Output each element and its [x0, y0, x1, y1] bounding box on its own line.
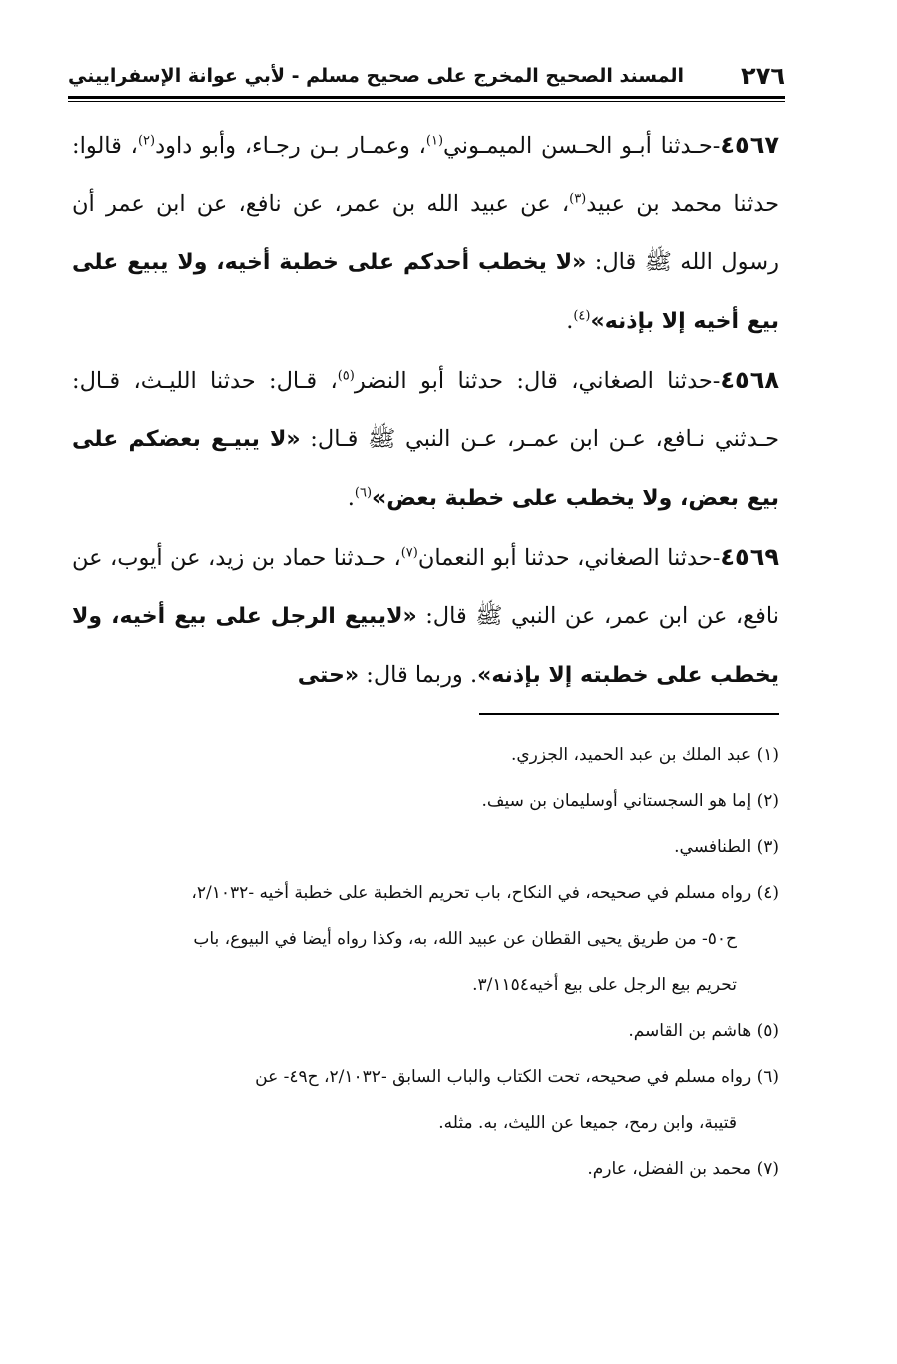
footnote-ref: (٧): [400, 545, 418, 561]
footnote-ref: (٦): [354, 485, 373, 501]
footnote-line: ح٥٠- من طريق يحيى القطان عن عبيد الله، به، وكذا رواه أيضا في البيوع، باب: [193, 929, 737, 949]
hadith-paragraph: [72, 528, 779, 705]
page-number: ٢٧٦: [741, 62, 785, 90]
running-title: المسند الصحيح المخرج على صحيح مسلم - لأبي عوانة الإسفراييني: [68, 65, 684, 87]
hadith-text: «لا يخطب أحدكم على خطبة أخيه، ولا يبيع على بيع أخيه إلا بإذنه»: [72, 250, 779, 334]
header-rule: [68, 96, 785, 99]
footnote-line: محمد بن الفضل، عارم.: [587, 1159, 752, 1179]
footnote: [72, 732, 779, 778]
hadith-text: «لا يبيـع بعضكم على بيع بعض، ولا يخطب على خطبة بعض»: [72, 427, 779, 511]
footnote: [72, 1054, 779, 1146]
footnote-number: (٤): [756, 883, 779, 903]
hadith-text: «حتى: [297, 663, 360, 688]
footnote-ref: (٥): [337, 368, 355, 384]
footnote-line: هاشم بن القاسم.: [628, 1021, 752, 1041]
footnote-number: (١): [756, 745, 779, 765]
footnote-number: (٣): [756, 837, 779, 857]
footnote: [72, 824, 779, 870]
narration-text: . وربما قال:: [359, 662, 478, 688]
footnote-line: عبد الملك بن عبد الحميد، الجزري.: [510, 745, 752, 765]
narration-text: ، قـال: حدثنا الليـث، قـال: حـدثني نـافع، عـن ابن عمـر، عـن النبي ﷺ قـال:: [72, 368, 779, 452]
footnote-line: تحريم بيع الرجل على بيع أخيه٣/١١٥٤.: [472, 975, 737, 995]
hadith-text: «لايبيع الرجل على بيع أخيه، ولا يخطب على خطبته إلا بإذنه»: [72, 604, 779, 688]
narration-text: -حـدثنا أبـو الحـسن الميمـوني: [443, 133, 721, 159]
footnote-separator: [479, 713, 779, 715]
footnote: [72, 778, 779, 824]
running-header: [68, 58, 785, 94]
footnote-number: (٦): [756, 1067, 779, 1087]
footnote-number: (٥): [756, 1021, 779, 1041]
footnote-ref: (٢): [137, 133, 156, 149]
footnote-number: (٧): [756, 1159, 779, 1179]
narration-text: -حدثنا الصغاني، حدثنا أبو النعمان: [417, 545, 721, 571]
narration-text: ، عن عبيد الله بن عمر، عن نافع، عن ابن عمر أن رسول الله ﷺ قال:: [72, 191, 779, 275]
footnote: [72, 870, 779, 1008]
footnote-line: رواه مسلم في صحيحه، في النكاح، باب تحريم الخطبة على خطبة أخيه -٢/١٠٣٢،: [191, 883, 752, 903]
narration-text: ، وعمـار بـن رجـاء، وأبو داود: [155, 133, 426, 159]
footnote-line: قتيبة، وابن رمح، جميعا عن الليث، به. مثله.: [438, 1113, 737, 1133]
hadith-paragraph: [72, 116, 779, 351]
footnotes: [72, 732, 779, 1192]
narration-text: .: [566, 308, 574, 334]
narration-text: ، قالوا: حدثنا محمد بن عبيد: [72, 133, 779, 217]
footnote: [72, 1146, 779, 1192]
header-rule-thin: [68, 101, 785, 102]
narration-text: -حدثنا الصغاني، قال: حدثنا أبو النضر: [354, 368, 721, 394]
hadith-number: ٤٥٦٨: [720, 366, 779, 394]
footnote-ref: (١): [425, 133, 444, 149]
footnote: [72, 1008, 779, 1054]
footnote-ref: (٤): [573, 308, 591, 324]
narration-text: .: [347, 485, 355, 511]
footnote-ref: (٣): [569, 191, 587, 207]
main-text: [72, 116, 779, 705]
footnote-line: الطنافسي.: [674, 837, 752, 857]
hadith-number: ٤٥٦٧: [720, 131, 779, 159]
hadith-number: ٤٥٦٩: [720, 543, 779, 571]
footnote-line: إما هو السجستاني أوسليمان بن سيف.: [481, 791, 752, 811]
hadith-paragraph: [72, 351, 779, 528]
footnote-line: رواه مسلم في صحيحه، تحت الكتاب والباب السابق -٢/١٠٣٢، ح٤٩- عن: [255, 1067, 752, 1087]
narration-text: ، حـدثنا حماد بن زيد، عن أيوب، عن نافع، عن ابن عمر، عن النبي ﷺ قال:: [72, 545, 780, 629]
footnote-number: (٢): [756, 791, 779, 811]
